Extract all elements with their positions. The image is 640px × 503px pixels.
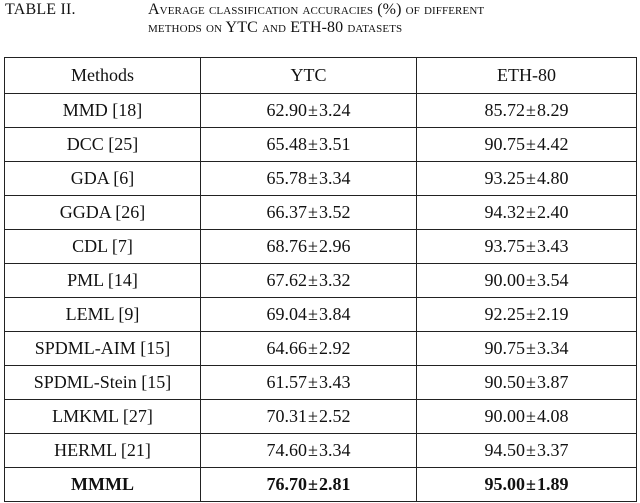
eth80-mean: 90.00 <box>484 406 526 426</box>
table-body <box>5 94 637 502</box>
plus-minus-symbol: ± <box>526 406 536 426</box>
eth80-std: 1.89 <box>536 474 569 494</box>
ytc-accuracy-cell <box>201 264 417 298</box>
method-cell: CDL [7] <box>5 230 201 264</box>
plus-minus-symbol: ± <box>308 100 318 120</box>
plus-minus-symbol: ± <box>526 304 536 324</box>
plus-minus-symbol: ± <box>526 270 536 290</box>
ytc-accuracy-cell <box>201 298 417 332</box>
plus-minus-symbol: ± <box>308 440 318 460</box>
plus-minus-symbol: ± <box>308 474 318 494</box>
table-row <box>5 264 637 298</box>
eth80-mean: 92.25 <box>484 304 526 324</box>
eth80-std: 3.34 <box>536 338 569 358</box>
method-cell: LMKML [27] <box>5 400 201 434</box>
eth80-accuracy-cell <box>417 366 637 400</box>
eth80-mean: 94.50 <box>484 440 526 460</box>
method-cell: GGDA [26] <box>5 196 201 230</box>
plus-minus-symbol: ± <box>526 202 536 222</box>
ytc-accuracy-cell <box>201 230 417 264</box>
results-table-container <box>4 57 636 501</box>
plus-minus-symbol: ± <box>308 270 318 290</box>
ytc-std: 3.32 <box>318 270 351 290</box>
caption-title-line-2: methods on YTC and ETH-80 datasets <box>148 19 403 36</box>
results-table <box>4 57 637 502</box>
ytc-std: 3.34 <box>318 440 351 460</box>
table-row <box>5 196 637 230</box>
ytc-accuracy-cell <box>201 468 417 502</box>
ytc-accuracy-cell <box>201 94 417 128</box>
table-row <box>5 162 637 196</box>
table-row <box>5 332 637 366</box>
method-cell: PML [14] <box>5 264 201 298</box>
ytc-mean: 66.37 <box>266 202 308 222</box>
ytc-accuracy-cell <box>201 128 417 162</box>
ytc-mean: 69.04 <box>266 304 308 324</box>
table-row <box>5 128 637 162</box>
ytc-accuracy-cell <box>201 366 417 400</box>
ytc-mean: 76.70 <box>266 474 308 494</box>
method-cell: GDA [6] <box>5 162 201 196</box>
table-row <box>5 94 637 128</box>
plus-minus-symbol: ± <box>308 236 318 256</box>
eth80-std: 4.80 <box>536 168 569 188</box>
plus-minus-symbol: ± <box>526 372 536 392</box>
eth80-accuracy-cell <box>417 264 637 298</box>
plus-minus-symbol: ± <box>526 236 536 256</box>
ytc-std: 2.92 <box>318 338 351 358</box>
eth80-accuracy-cell <box>417 332 637 366</box>
eth80-std: 8.29 <box>536 100 569 120</box>
method-cell: LEML [9] <box>5 298 201 332</box>
ytc-std: 3.34 <box>318 168 351 188</box>
table-row <box>5 298 637 332</box>
ytc-mean: 61.57 <box>266 372 308 392</box>
plus-minus-symbol: ± <box>526 168 536 188</box>
plus-minus-symbol: ± <box>308 202 318 222</box>
table-row <box>5 434 637 468</box>
eth80-mean: 93.25 <box>484 168 526 188</box>
plus-minus-symbol: ± <box>526 474 536 494</box>
eth80-std: 2.40 <box>536 202 569 222</box>
ytc-std: 3.43 <box>318 372 351 392</box>
ytc-mean: 64.66 <box>266 338 308 358</box>
eth80-mean: 85.72 <box>484 100 526 120</box>
plus-minus-symbol: ± <box>308 338 318 358</box>
method-cell: DCC [25] <box>5 128 201 162</box>
plus-minus-symbol: ± <box>526 440 536 460</box>
ytc-std: 3.52 <box>318 202 351 222</box>
eth80-accuracy-cell <box>417 468 637 502</box>
ytc-mean: 70.31 <box>266 406 308 426</box>
header-eth80: ETH-80 <box>417 58 637 94</box>
ytc-accuracy-cell <box>201 332 417 366</box>
plus-minus-symbol: ± <box>308 134 318 154</box>
eth80-std: 2.19 <box>536 304 569 324</box>
table-label: TABLE II. <box>5 1 76 18</box>
ytc-mean: 65.78 <box>266 168 308 188</box>
eth80-accuracy-cell <box>417 162 637 196</box>
eth80-std: 3.54 <box>536 270 569 290</box>
eth80-std: 3.87 <box>536 372 569 392</box>
eth80-mean: 90.75 <box>484 338 526 358</box>
table-row <box>5 230 637 264</box>
ytc-accuracy-cell <box>201 400 417 434</box>
plus-minus-symbol: ± <box>308 168 318 188</box>
plus-minus-symbol: ± <box>308 406 318 426</box>
table-caption <box>0 0 640 48</box>
eth80-accuracy-cell <box>417 196 637 230</box>
header-row <box>5 58 637 94</box>
plus-minus-symbol: ± <box>308 304 318 324</box>
eth80-mean: 90.00 <box>484 270 526 290</box>
ytc-accuracy-cell <box>201 196 417 230</box>
eth80-mean: 93.75 <box>484 236 526 256</box>
header-ytc: YTC <box>201 58 417 94</box>
method-cell: SPDML-AIM [15] <box>5 332 201 366</box>
ytc-accuracy-cell <box>201 434 417 468</box>
ytc-mean: 65.48 <box>266 134 308 154</box>
caption-title-line-1: Average classification accuracies (%) of different <box>148 1 485 18</box>
method-cell: MMD [18] <box>5 94 201 128</box>
ytc-accuracy-cell <box>201 162 417 196</box>
header-methods: Methods <box>5 58 201 94</box>
ytc-mean: 62.90 <box>266 100 308 120</box>
eth80-accuracy-cell <box>417 400 637 434</box>
ytc-std: 3.84 <box>318 304 351 324</box>
plus-minus-symbol: ± <box>526 100 536 120</box>
plus-minus-symbol: ± <box>308 372 318 392</box>
ytc-mean: 74.60 <box>266 440 308 460</box>
table-row <box>5 468 637 502</box>
ytc-mean: 68.76 <box>266 236 308 256</box>
method-cell: SPDML-Stein [15] <box>5 366 201 400</box>
eth80-std: 4.08 <box>536 406 569 426</box>
eth80-accuracy-cell <box>417 298 637 332</box>
ytc-std: 2.81 <box>318 474 351 494</box>
eth80-mean: 94.32 <box>484 202 526 222</box>
ytc-std: 3.51 <box>318 134 351 154</box>
ytc-std: 2.52 <box>318 406 351 426</box>
eth80-accuracy-cell <box>417 434 637 468</box>
eth80-mean: 95.00 <box>484 474 526 494</box>
ytc-std: 3.24 <box>318 100 351 120</box>
plus-minus-symbol: ± <box>526 338 536 358</box>
eth80-accuracy-cell <box>417 94 637 128</box>
table-row <box>5 400 637 434</box>
eth80-std: 4.42 <box>536 134 569 154</box>
method-cell: HERML [21] <box>5 434 201 468</box>
eth80-mean: 90.50 <box>484 372 526 392</box>
method-cell: MMML <box>5 468 201 502</box>
eth80-mean: 90.75 <box>484 134 526 154</box>
eth80-std: 3.43 <box>536 236 569 256</box>
eth80-accuracy-cell <box>417 230 637 264</box>
plus-minus-symbol: ± <box>526 134 536 154</box>
eth80-std: 3.37 <box>536 440 569 460</box>
ytc-mean: 67.62 <box>266 270 308 290</box>
ytc-std: 2.96 <box>318 236 351 256</box>
table-row <box>5 366 637 400</box>
eth80-accuracy-cell <box>417 128 637 162</box>
